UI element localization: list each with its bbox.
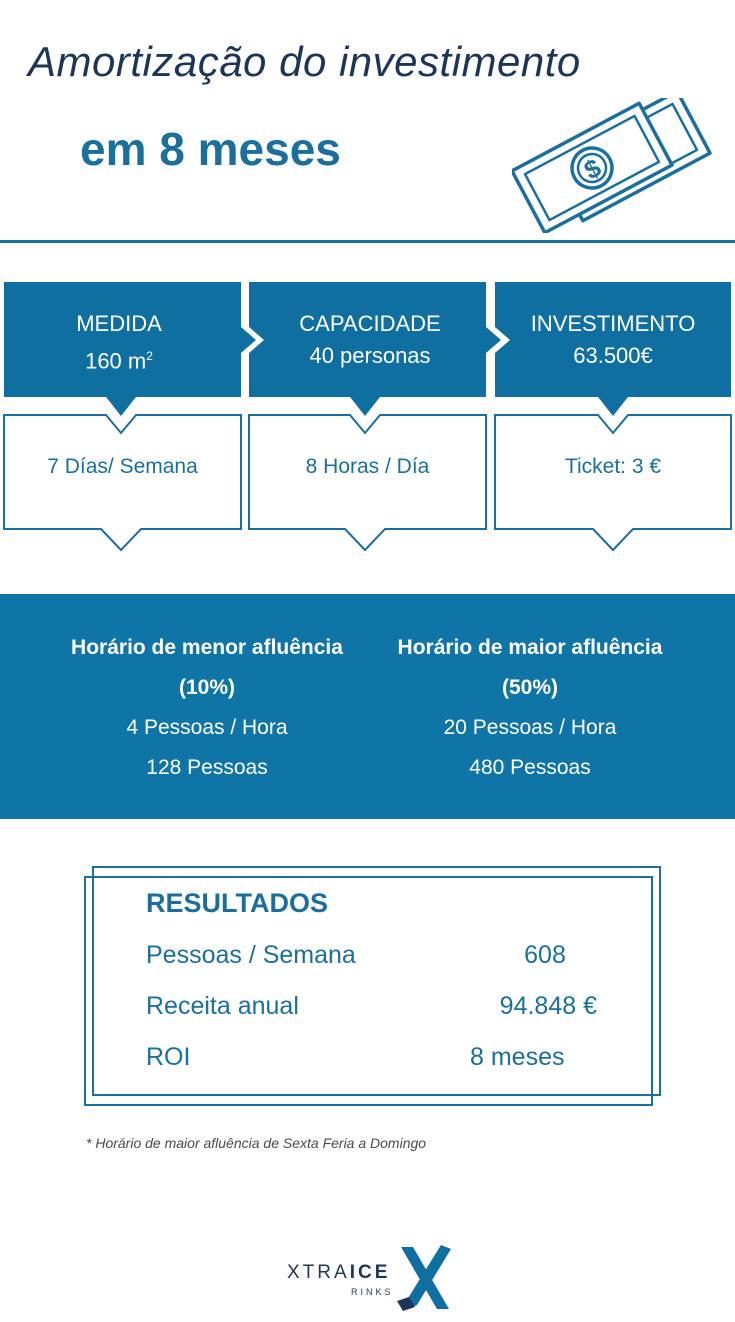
low-traffic-rate: 4 Pessoas / Hora [126,716,288,739]
svg-text:$: $ [579,152,606,186]
step-2-text [254,308,486,372]
money-bills-icon [512,98,717,233]
high-traffic-pct: (50%) [501,676,559,699]
low-traffic-pct: (10%) [178,676,236,699]
footnote: * Horário de maior afluência de Sexta Feria a Domingo [86,1135,427,1151]
results-heading: RESULTADOS [146,888,328,918]
logo-subtitle: RINKS [351,1287,394,1297]
x-mark-icon [395,1243,455,1313]
low-traffic-column [27,628,387,788]
step-3-text [498,308,728,372]
low-traffic-title: Horário de menor afluência [71,636,343,659]
result-label-annual-revenue: Receita anual [146,992,299,1020]
result-label-roi: ROI [146,1043,191,1071]
logo-brand-a: XTRA [287,1262,350,1283]
step-1-label: MEDIDA [76,311,162,336]
step-3-value: 63.500€ [573,343,653,368]
result-value-annual-revenue: 94.848 € [499,992,597,1020]
high-traffic-rate: 20 Pessoas / Hora [443,716,617,739]
detail-box-3 [495,415,731,550]
step-1-detail: 7 Días/ Semana [47,455,198,478]
header-divider [0,240,735,243]
traffic-band [0,594,735,819]
result-value-roi: 8 meses [470,1043,565,1071]
step-1-text [4,308,234,377]
result-value-people-week: 608 [524,941,566,969]
detail-box-1 [4,415,241,550]
step-2-value: 40 personas [309,343,431,368]
page-title: Amortização do investimento [28,38,581,85]
detail-box-2 [249,415,486,550]
low-traffic-total: 128 Pessoas [146,756,268,779]
high-traffic-total: 480 Pessoas [469,756,591,779]
step-3-detail: Ticket: 3 € [564,455,662,478]
high-traffic-column [350,628,710,788]
step-1-value: 160 $m^2$ [85,348,153,374]
result-label-people-week: Pessoas / Semana [146,941,356,969]
high-traffic-title: Horário de maior afluência [397,636,663,659]
logo-brand-b: ICE [349,1262,391,1283]
step-3-label: INVESTIMENTO [530,311,696,336]
page-subtitle: em 8 meses [80,123,341,175]
step-2-label: CAPACIDADE [299,311,441,336]
step-2-detail: 8 Horas / Día [305,455,430,478]
xtraice-logo [287,1243,457,1313]
